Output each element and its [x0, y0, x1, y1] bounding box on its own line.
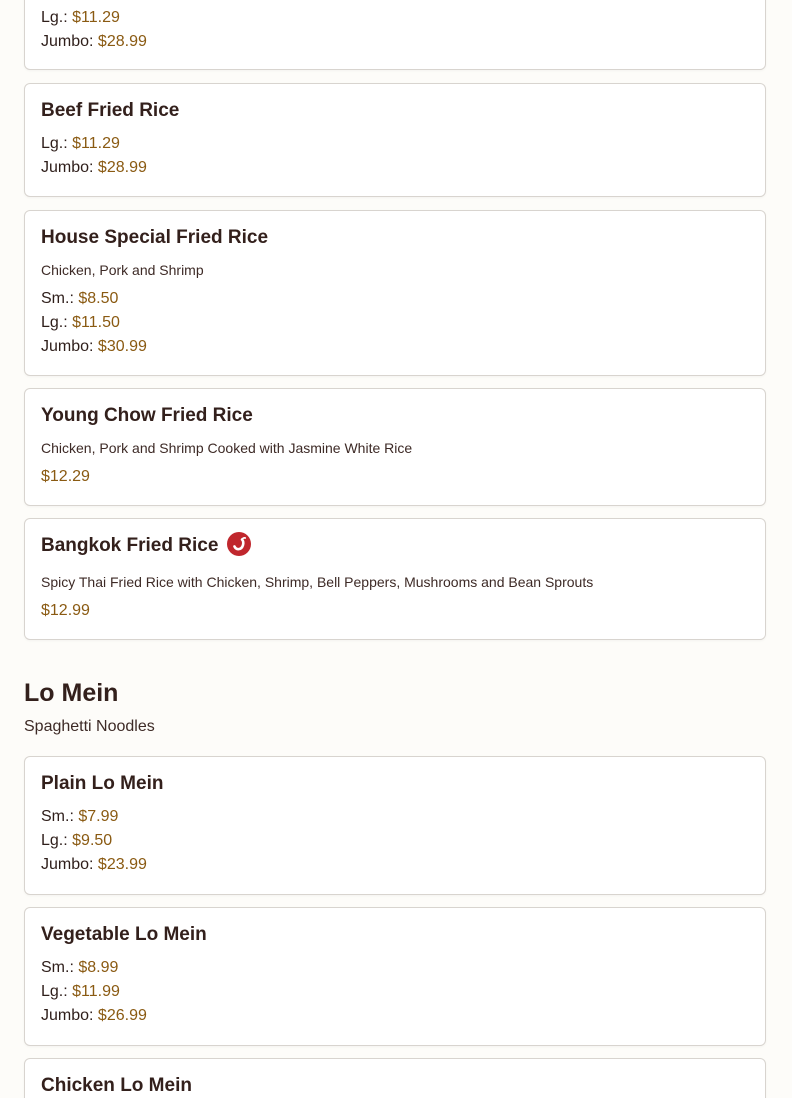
price-line — [41, 290, 118, 308]
price-line — [41, 159, 147, 177]
menu-item-title: Young Chow Fried Rice — [41, 405, 253, 426]
menu-item-title: House Special Fried Rice — [41, 227, 269, 248]
price-value: $28.99 — [97, 33, 147, 50]
price-line — [41, 33, 147, 51]
price-value: $26.99 — [97, 1007, 147, 1024]
menu-item-card — [24, 756, 766, 895]
menu-item-description: Chicken, Pork and Shrimp Cooked with Jasmine White Rice — [41, 440, 413, 456]
size-label: Lg.: — [41, 9, 68, 26]
menu-item-description: Chicken, Pork and Shrimp — [41, 262, 204, 278]
price-value: $11.29 — [72, 135, 120, 152]
price-value: $30.99 — [97, 338, 147, 355]
price-line — [41, 468, 90, 486]
section-subtitle: Spaghetti Noodles — [24, 718, 155, 735]
menu-item-title: Plain Lo Mein — [41, 773, 164, 794]
price-line — [41, 983, 120, 1001]
menu-item-card — [24, 518, 766, 640]
price-line — [41, 9, 120, 27]
chili-pepper-icon — [227, 532, 251, 556]
size-label: Sm.: — [41, 808, 74, 825]
menu-item-card — [24, 0, 766, 70]
price-value: $11.50 — [72, 314, 120, 331]
price-value: $28.99 — [97, 159, 147, 176]
price-value: $11.99 — [72, 983, 120, 1000]
price-line — [41, 338, 147, 356]
price-line — [41, 135, 120, 153]
price-line — [41, 1007, 147, 1025]
size-label: Lg.: — [41, 135, 68, 152]
size-label: Jumbo: — [41, 159, 94, 176]
price-line — [41, 832, 112, 850]
size-label: Lg.: — [41, 314, 68, 331]
price-line — [41, 314, 120, 332]
price-line — [41, 959, 118, 977]
menu-item-title: Bangkok Fried Rice — [41, 535, 219, 556]
price-line — [41, 602, 90, 620]
price-value: $8.99 — [78, 959, 119, 976]
price-value: $9.50 — [72, 832, 113, 849]
size-label: Lg.: — [41, 832, 68, 849]
price-value: $11.29 — [72, 9, 120, 26]
menu-item-card — [24, 1058, 766, 1098]
size-label: Jumbo: — [41, 33, 94, 50]
size-label: Sm.: — [41, 290, 74, 307]
price-line — [41, 808, 118, 826]
price-value: $7.99 — [78, 808, 119, 825]
price-value: $12.29 — [41, 468, 90, 485]
menu-item-title: Chicken Lo Mein — [41, 1075, 192, 1096]
menu-item-card — [24, 83, 766, 197]
size-label: Jumbo: — [41, 1007, 94, 1024]
price-line — [41, 856, 147, 874]
menu-item-title-row — [41, 535, 251, 557]
price-value: $12.99 — [41, 602, 90, 619]
size-label: Jumbo: — [41, 856, 94, 873]
menu-item-card — [24, 388, 766, 506]
menu-item-card — [24, 907, 766, 1046]
price-value: $23.99 — [97, 856, 147, 873]
menu-item-title: Beef Fried Rice — [41, 100, 180, 121]
menu-item-card — [24, 210, 766, 376]
menu-item-title: Vegetable Lo Mein — [41, 924, 207, 945]
menu-item-description: Spicy Thai Fried Rice with Chicken, Shrimp, Bell Peppers, Mushrooms and Bean Sprouts — [41, 574, 594, 590]
price-value: $8.50 — [78, 290, 119, 307]
size-label: Jumbo: — [41, 338, 94, 355]
size-label: Lg.: — [41, 983, 68, 1000]
section-title: Lo Mein — [24, 679, 119, 707]
size-label: Sm.: — [41, 959, 74, 976]
